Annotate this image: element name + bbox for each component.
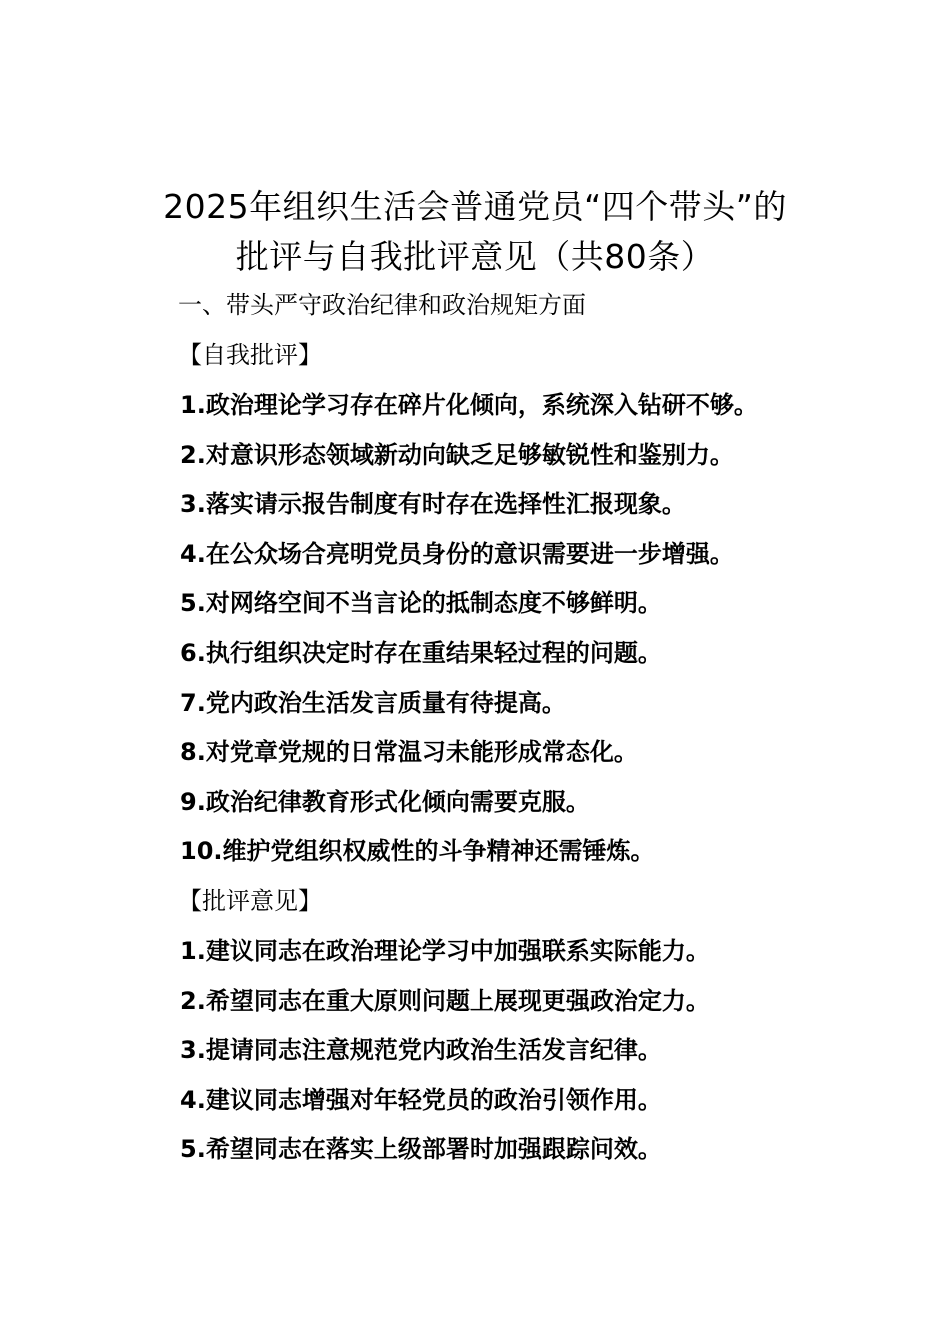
self-criticism-heading: 【自我批评】 <box>178 341 322 369</box>
criticism-list <box>180 934 710 1182</box>
list-item: 4.建议同志增强对年轻党员的政治引领作用。 <box>180 1085 662 1114</box>
list-item: 5.对网络空间不当言论的抵制态度不够鲜明。 <box>180 589 662 618</box>
self-criticism-list <box>180 388 758 884</box>
list-item: 3.落实请示报告制度有时存在选择性汇报现象。 <box>180 490 686 519</box>
list-item: 8.对党章党规的日常温习未能形成常态化。 <box>180 738 638 767</box>
list-item: 4.在公众场合亮明党员身份的意识需要进一步增强。 <box>180 539 734 568</box>
list-item: 2.希望同志在重大原则问题上展现更强政治定力。 <box>180 986 710 1015</box>
list-item: 9.政治纪律教育形式化倾向需要克服。 <box>180 787 590 816</box>
list-item: 1.建议同志在政治理论学习中加强联系实际能力。 <box>180 937 710 965</box>
section-heading: 一、带头严守政治纪律和政治规矩方面 <box>178 291 586 319</box>
document-title-line-2: 批评与自我批评意见（共80条） <box>235 237 715 276</box>
list-item: 5.希望同志在落实上级部署时加强跟踪问效。 <box>180 1135 662 1164</box>
list-item: 3.提请同志注意规范党内政治生活发言纪律。 <box>180 1036 662 1065</box>
criticism-heading: 【批评意见】 <box>178 887 322 915</box>
list-item: 10.维护党组织权威性的斗争精神还需锤炼。 <box>180 837 655 866</box>
list-item: 7.党内政治生活发言质量有待提高。 <box>180 688 566 717</box>
list-item: 1.政治理论学习存在碎片化倾向，系统深入钻研不够。 <box>180 391 758 419</box>
list-item: 6.执行组织决定时存在重结果轻过程的问题。 <box>180 638 662 667</box>
list-item: 2.对意识形态领域新动向缺乏足够敏锐性和鉴别力。 <box>180 440 734 469</box>
document-title-line-1: 2025年组织生活会普通党员“四个带头”的 <box>163 187 787 226</box>
